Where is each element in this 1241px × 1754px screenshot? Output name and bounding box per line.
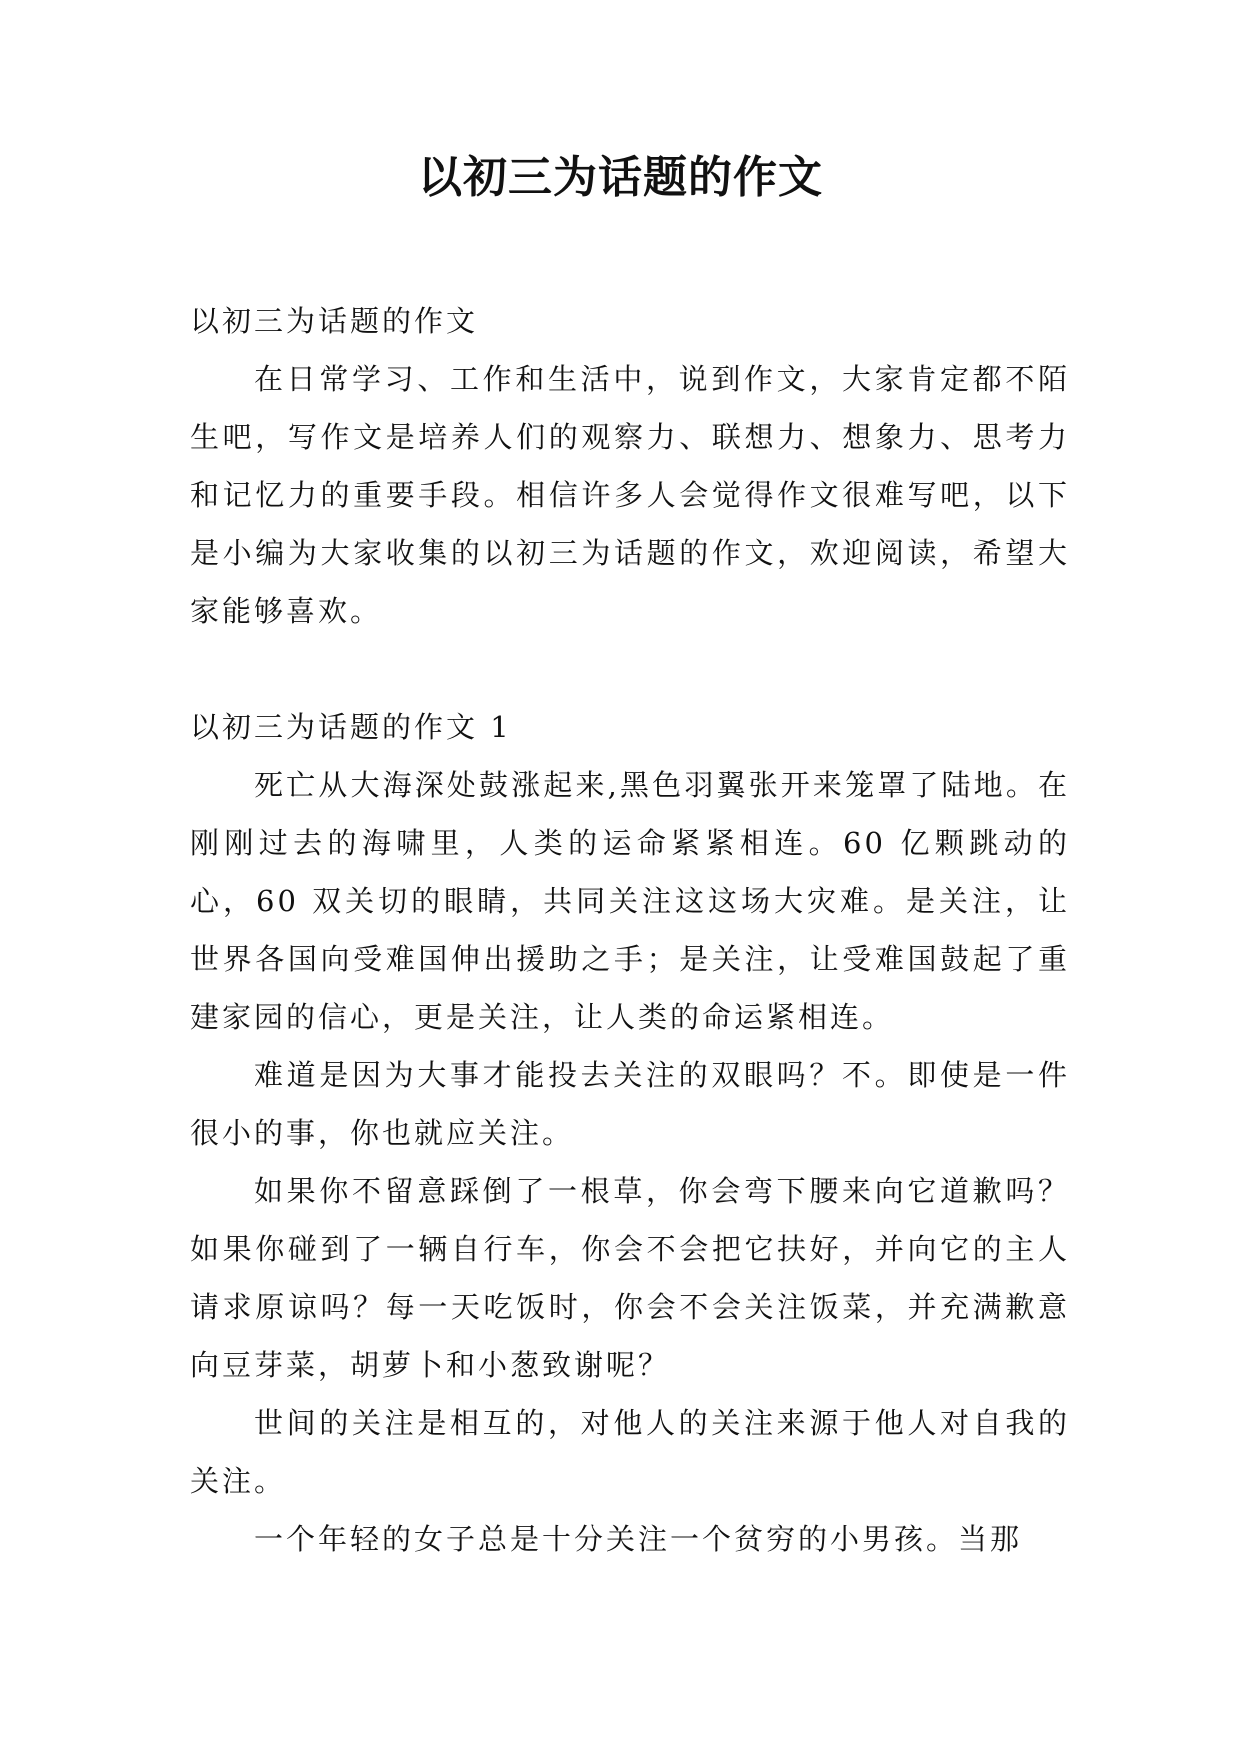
- essay1-paragraph-1: 死亡从大海深处鼓涨起来,黑色羽翼张开来笼罩了陆地。在刚刚过去的海啸里，人类的运命紧紧相连。60 亿颗跳动的心，60 双关切的眼睛，共同关注这这场大灾难。是关注，让世界各国向受难国伸出援助之手；是关注，让受难国鼓起了重建家园的信心，更是关注，让人类的命运紧相连。: [190, 768, 1070, 1034]
- document-body: [190, 292, 1070, 1568]
- essay1-heading: 以初三为话题的作文 1: [190, 710, 512, 744]
- section-spacer: [190, 640, 1070, 698]
- essay1-paragraph-5: 一个年轻的女子总是十分关注一个贫穷的小男孩。当那: [254, 1522, 1023, 1556]
- essay1-paragraph-2: 难道是因为大事才能投去关注的双眼吗？不。即使是一件很小的事，你也就应关注。: [190, 1058, 1070, 1150]
- essay1-paragraph-3: 如果你不留意踩倒了一根草，你会弯下腰来向它道歉吗？如果你碰到了一辆自行车，你会不会把它扶好，并向它的主人请求原谅吗？每一天吃饭时，你会不会关注饭菜，并充满歉意向豆芽菜，胡萝卜和小葱致谢呢？: [190, 1174, 1070, 1382]
- intro-heading: 以初三为话题的作文: [190, 304, 479, 338]
- intro-paragraph: 在日常学习、工作和生活中，说到作文，大家肯定都不陌生吧，写作文是培养人们的观察力、联想力、想象力、思考力和记忆力的重要手段。相信许多人会觉得作文很难写吧，以下是小编为大家收集的以初三为话题的作文，欢迎阅读，希望大家能够喜欢。: [190, 362, 1070, 628]
- essay1-paragraph-4: 世间的关注是相互的，对他人的关注来源于他人对自我的关注。: [190, 1406, 1070, 1498]
- document-title: 以初三为话题的作文: [418, 152, 823, 203]
